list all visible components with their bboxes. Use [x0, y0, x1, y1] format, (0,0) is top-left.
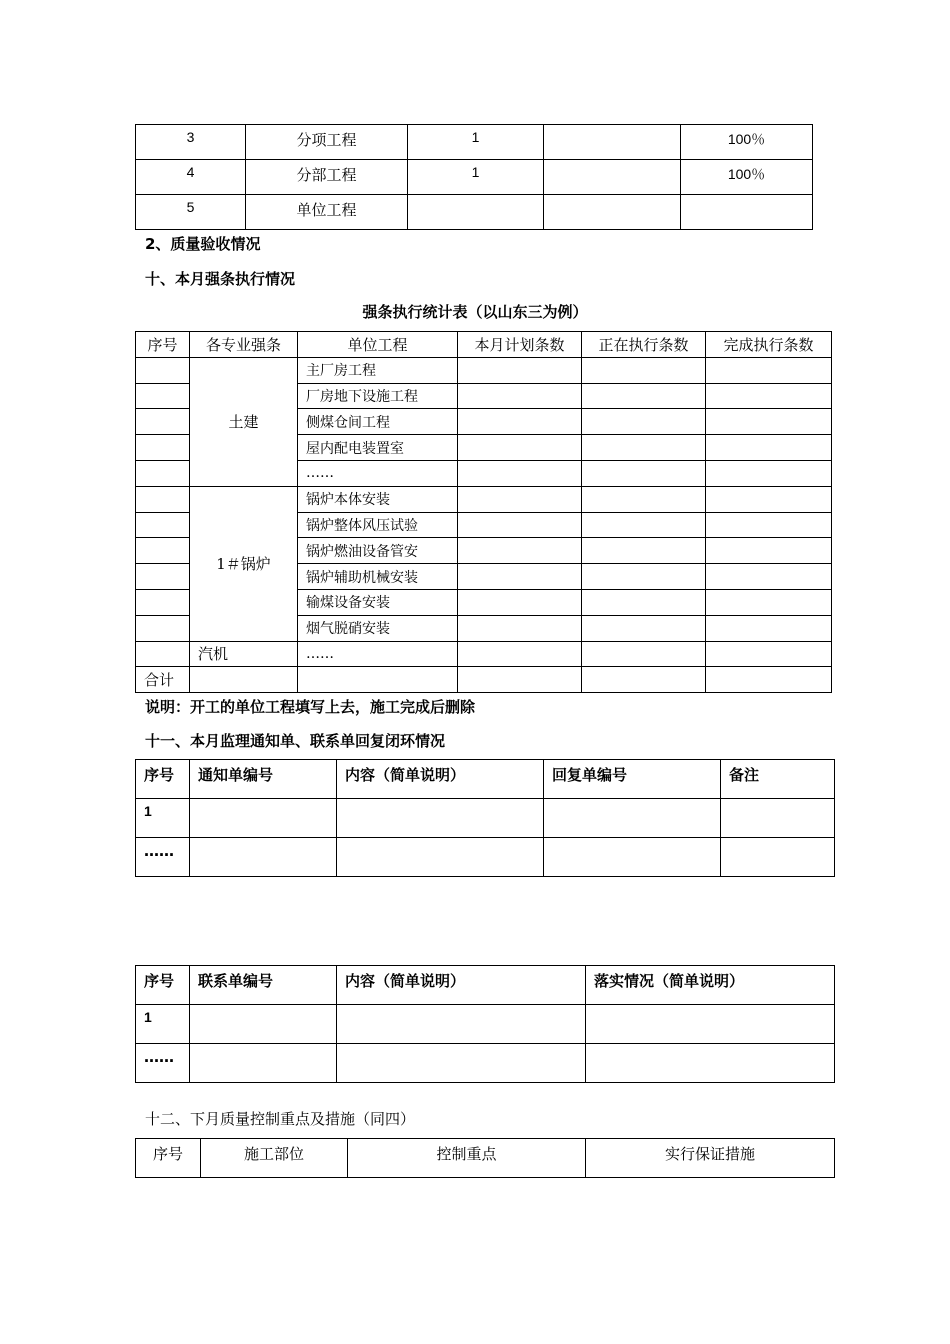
heading-quality: 2、质量验收情况 [145, 235, 261, 253]
unit-item: 主厂房工程 [298, 357, 458, 383]
row-rate: 100％ [681, 125, 813, 160]
group-turbine: 汽机 [190, 641, 298, 667]
unit-item: 屋内配电装置室 [298, 435, 458, 461]
acceptance-table [135, 124, 813, 230]
table-row [136, 160, 813, 195]
row-number: 1 [136, 1005, 190, 1044]
header-cell: 内容（简单说明） [337, 966, 586, 1005]
unit-item: 锅炉整体风压试验 [298, 512, 458, 538]
table-row [136, 1005, 835, 1044]
table-row [136, 667, 832, 693]
row-name: 分项工程 [246, 125, 408, 160]
row-number: 1 [136, 799, 190, 838]
table-row [136, 1044, 835, 1083]
header-cell: 施工部位 [201, 1139, 348, 1178]
header-cell: 各专业强条 [190, 332, 298, 358]
notice-table [135, 759, 835, 877]
unit-item: …… [298, 641, 458, 667]
table-row [136, 838, 835, 877]
unit-item: 锅炉辅助机械安装 [298, 564, 458, 590]
header-cell: 序号 [136, 332, 190, 358]
row-number: 5 [136, 195, 246, 230]
header-cell: 完成执行条数 [706, 332, 832, 358]
group-civil: 土建 [190, 357, 298, 486]
contact-table [135, 965, 835, 1083]
mandatory-clause-table [135, 331, 832, 693]
heading-eleven: 十一、本月监理通知单、联系单回复闭环情况 [145, 732, 446, 750]
heading-twelve: 十二、下月质量控制重点及措施（同四） [145, 1110, 416, 1128]
row-rate: 100％ [681, 160, 813, 195]
header-cell: 内容（简单说明） [337, 760, 544, 799]
unit-item: 厂房地下设施工程 [298, 383, 458, 409]
table-header-row [136, 332, 832, 358]
quality-control-table [135, 1138, 835, 1178]
unit-item: 侧煤仓间工程 [298, 409, 458, 435]
header-cell: 备注 [721, 760, 835, 799]
header-cell: 回复单编号 [544, 760, 721, 799]
table-row [136, 195, 813, 230]
header-cell: 单位工程 [298, 332, 458, 358]
row-count [408, 195, 544, 230]
unit-item: 锅炉燃油设备管安 [298, 538, 458, 564]
header-cell: 落实情况（简单说明） [586, 966, 835, 1005]
row-name: 单位工程 [246, 195, 408, 230]
header-cell: 实行保证措施 [586, 1139, 835, 1178]
row-number: 4 [136, 160, 246, 195]
table-row [136, 799, 835, 838]
table-header-row [136, 1139, 835, 1178]
unit-item: 锅炉本体安装 [298, 486, 458, 512]
row-rate [681, 195, 813, 230]
row-count: 1 [408, 160, 544, 195]
row-empty [544, 125, 681, 160]
table-row [136, 357, 832, 383]
header-cell: 联系单编号 [190, 966, 337, 1005]
header-cell: 正在执行条数 [582, 332, 706, 358]
total-label: 合计 [136, 667, 190, 693]
header-cell: 序号 [136, 760, 190, 799]
unit-item: …… [298, 460, 458, 486]
row-number: …… [136, 1044, 190, 1083]
header-cell: 通知单编号 [190, 760, 337, 799]
row-name: 分部工程 [246, 160, 408, 195]
header-cell: 控制重点 [348, 1139, 586, 1178]
table-header-row [136, 760, 835, 799]
row-count: 1 [408, 125, 544, 160]
row-empty [544, 160, 681, 195]
note-text: 说明：开工的单位工程填写上去，施工完成后删除 [145, 698, 476, 716]
header-cell: 序号 [136, 1139, 201, 1178]
row-number: 3 [136, 125, 246, 160]
unit-item: 输煤设备安装 [298, 589, 458, 615]
table2-caption: 强条执行统计表（以山东三为例） [362, 303, 588, 321]
row-empty [544, 195, 681, 230]
header-cell: 序号 [136, 966, 190, 1005]
table-row [136, 486, 832, 512]
row-number: …… [136, 838, 190, 877]
group-boiler: 1＃锅炉 [190, 486, 298, 641]
table-row [136, 641, 832, 667]
heading-ten: 十、本月强条执行情况 [145, 270, 296, 288]
table-header-row [136, 966, 835, 1005]
table-row [136, 125, 813, 160]
unit-item: 烟气脱硝安装 [298, 615, 458, 641]
header-cell: 本月计划条数 [458, 332, 582, 358]
